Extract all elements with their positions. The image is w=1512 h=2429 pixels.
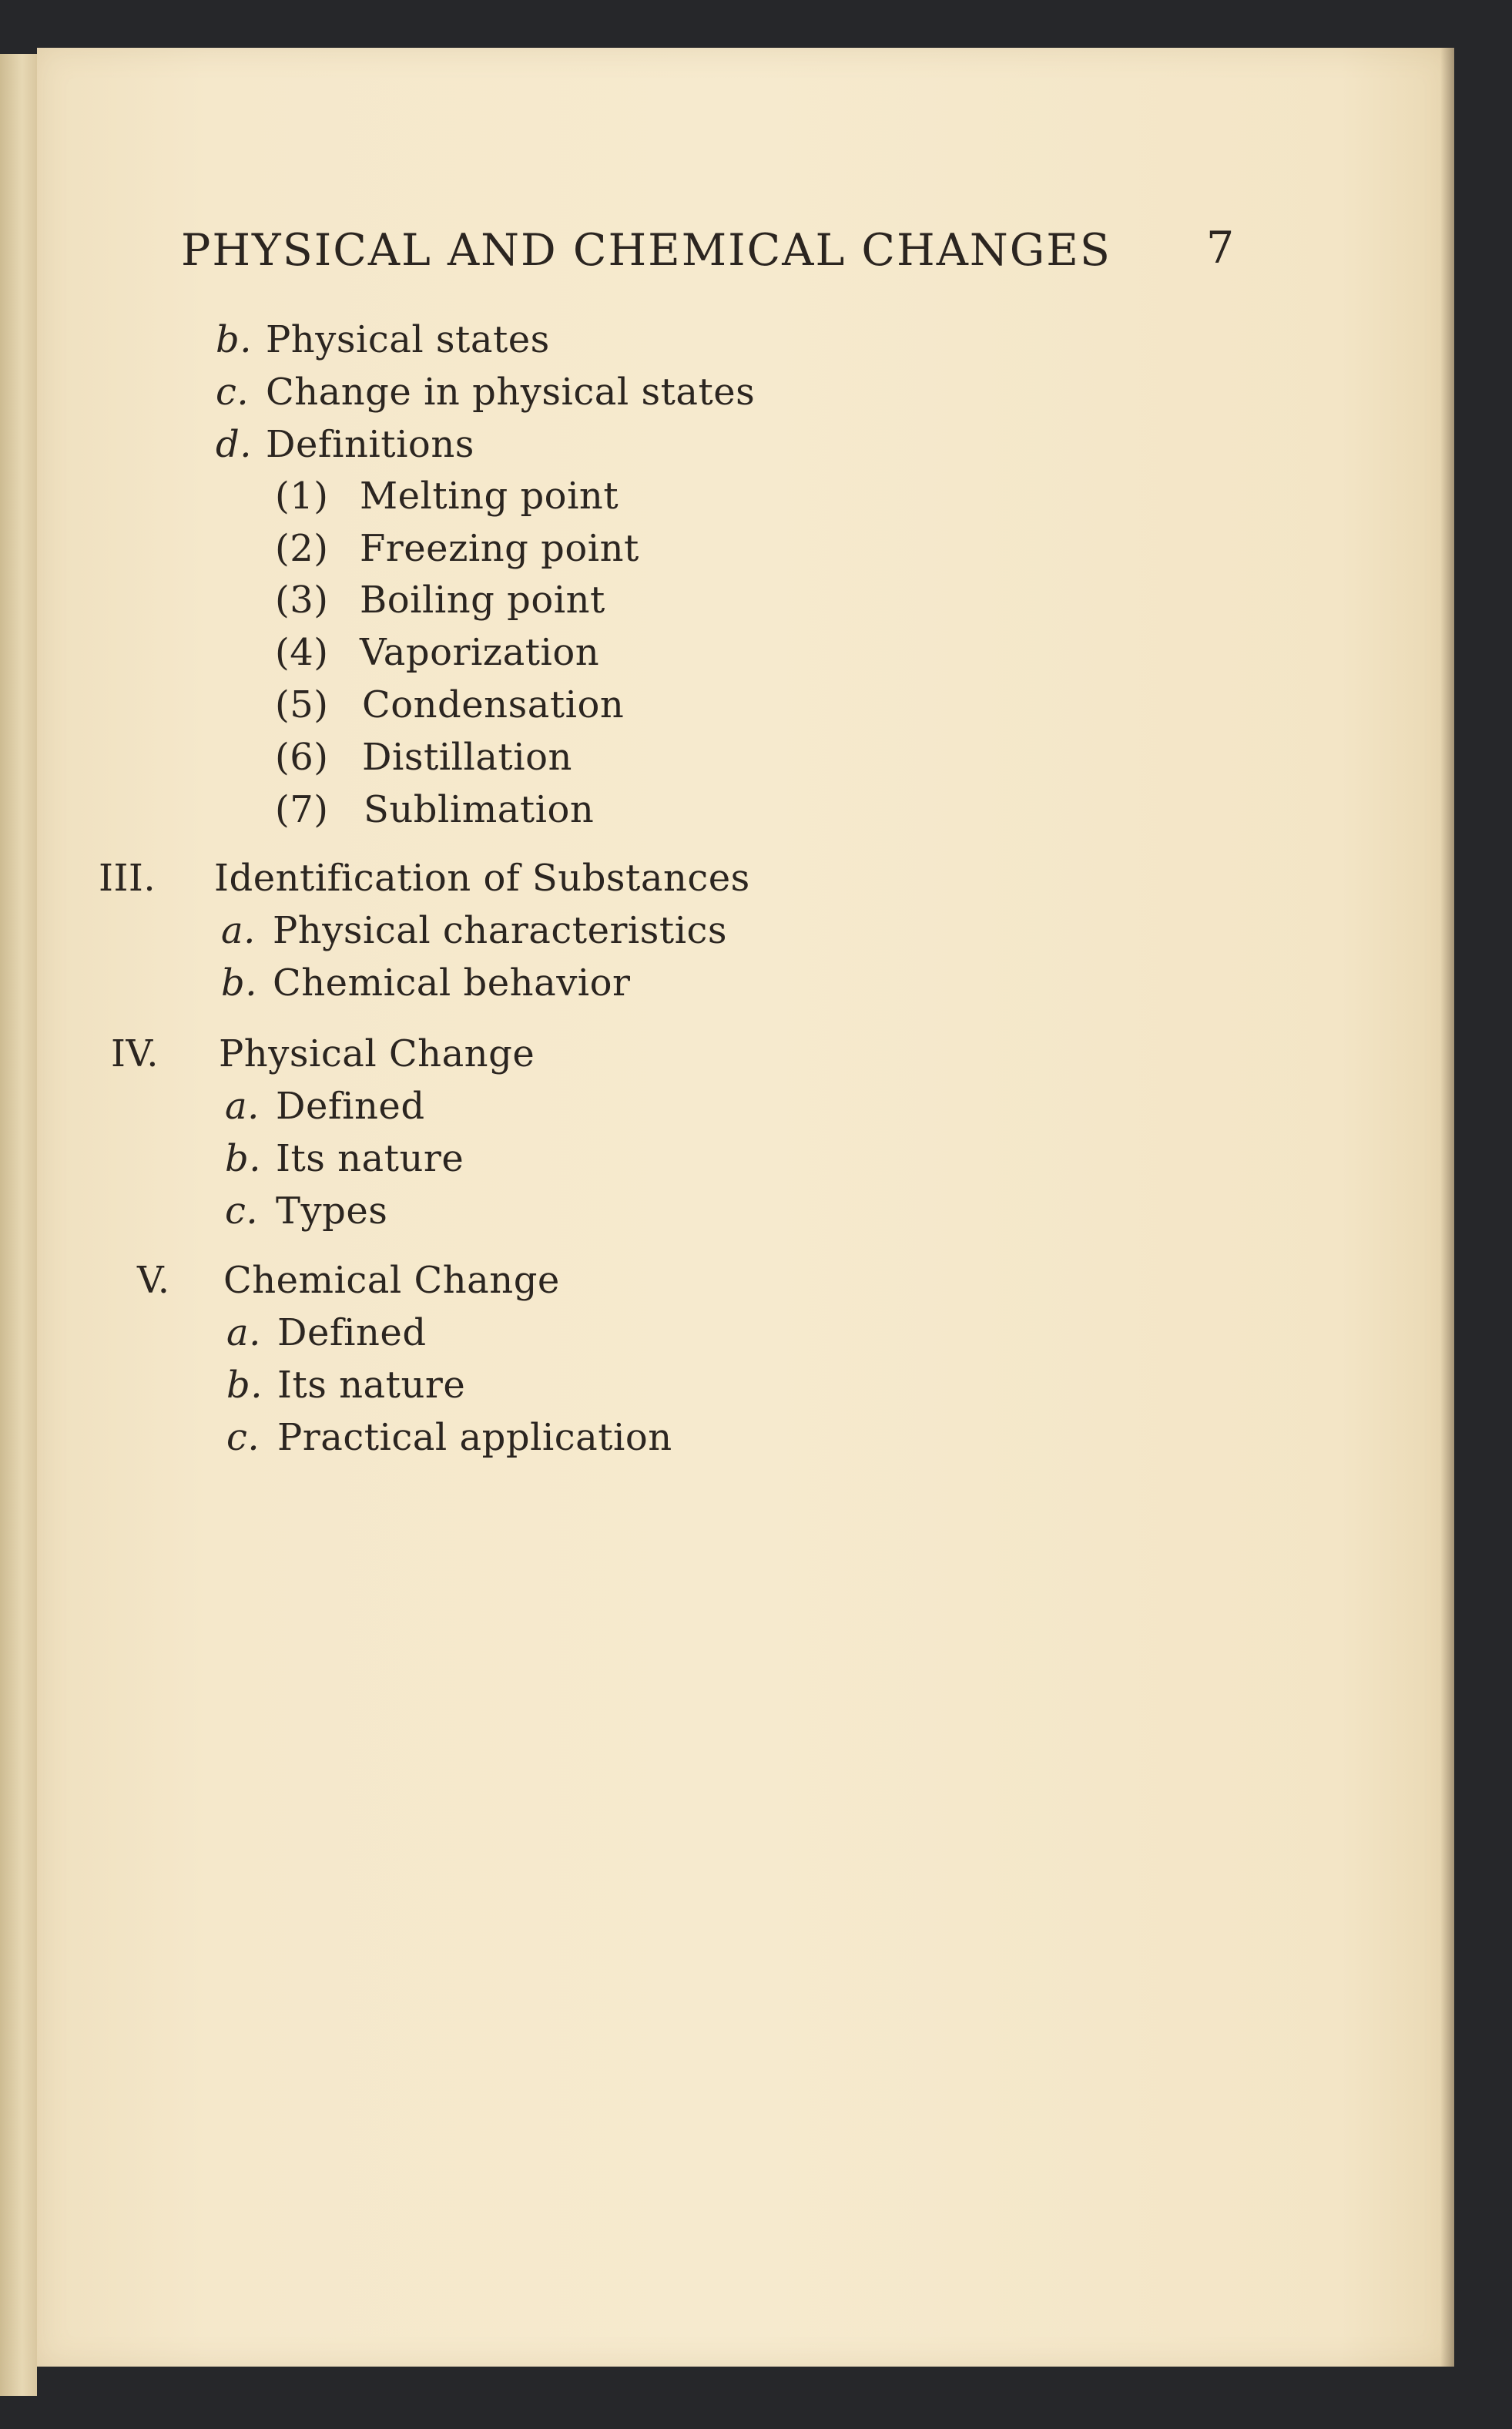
definition-number: (2) xyxy=(275,527,329,570)
section-numeral: III. xyxy=(99,857,156,900)
outline-marker: b. xyxy=(221,961,257,1005)
definition-item: Boiling point xyxy=(360,579,605,622)
outline-marker: a. xyxy=(226,1311,261,1354)
section-numeral: V. xyxy=(137,1259,170,1302)
definition-number: (3) xyxy=(275,579,329,622)
outline-marker: c. xyxy=(226,1416,260,1459)
section-heading: Identification of Substances xyxy=(214,857,750,900)
outline-item: Defined xyxy=(276,1085,425,1128)
outline-marker: c. xyxy=(225,1189,259,1233)
definition-item: Sublimation xyxy=(364,788,595,831)
outline-item: Definitions xyxy=(266,423,474,466)
definition-number: (1) xyxy=(275,475,329,518)
definition-item: Melting point xyxy=(360,475,619,518)
definition-number: (6) xyxy=(275,736,329,779)
definition-number: (7) xyxy=(275,788,329,831)
page-edge-shadow xyxy=(1440,48,1454,2367)
outline-item: Defined xyxy=(277,1311,427,1354)
running-head: PHYSICAL AND CHEMICAL CHANGES xyxy=(181,225,1111,276)
section-heading: Chemical Change xyxy=(223,1259,560,1302)
outline-item: Practical application xyxy=(277,1416,672,1459)
definition-item: Freezing point xyxy=(360,527,639,570)
definition-item: Vaporization xyxy=(360,631,600,674)
definition-number: (4) xyxy=(275,631,329,674)
outline-item: Its nature xyxy=(276,1137,464,1180)
definition-item: Distillation xyxy=(362,736,572,779)
outline-item: Physical states xyxy=(266,318,550,361)
page-number: 7 xyxy=(1206,223,1235,273)
facing-page-edge xyxy=(0,54,37,2396)
definition-number: (5) xyxy=(275,683,329,726)
outline-marker: a. xyxy=(225,1085,260,1128)
outline-marker: a. xyxy=(221,909,256,952)
outline-item: Its nature xyxy=(277,1364,466,1407)
book-page xyxy=(37,48,1454,2367)
section-numeral: IV. xyxy=(111,1032,159,1075)
outline-marker: b. xyxy=(216,318,252,361)
outline-item: Change in physical states xyxy=(266,371,756,414)
outline-marker: d. xyxy=(216,423,252,466)
outline-item: Types xyxy=(276,1189,388,1233)
outline-marker: c. xyxy=(216,371,250,414)
section-heading: Physical Change xyxy=(219,1032,535,1075)
outline-marker: b. xyxy=(225,1137,261,1180)
outline-item: Physical characteristics xyxy=(273,909,728,952)
outline-marker: b. xyxy=(226,1364,263,1407)
definition-item: Condensation xyxy=(362,683,625,726)
outline-item: Chemical behavior xyxy=(273,961,631,1005)
